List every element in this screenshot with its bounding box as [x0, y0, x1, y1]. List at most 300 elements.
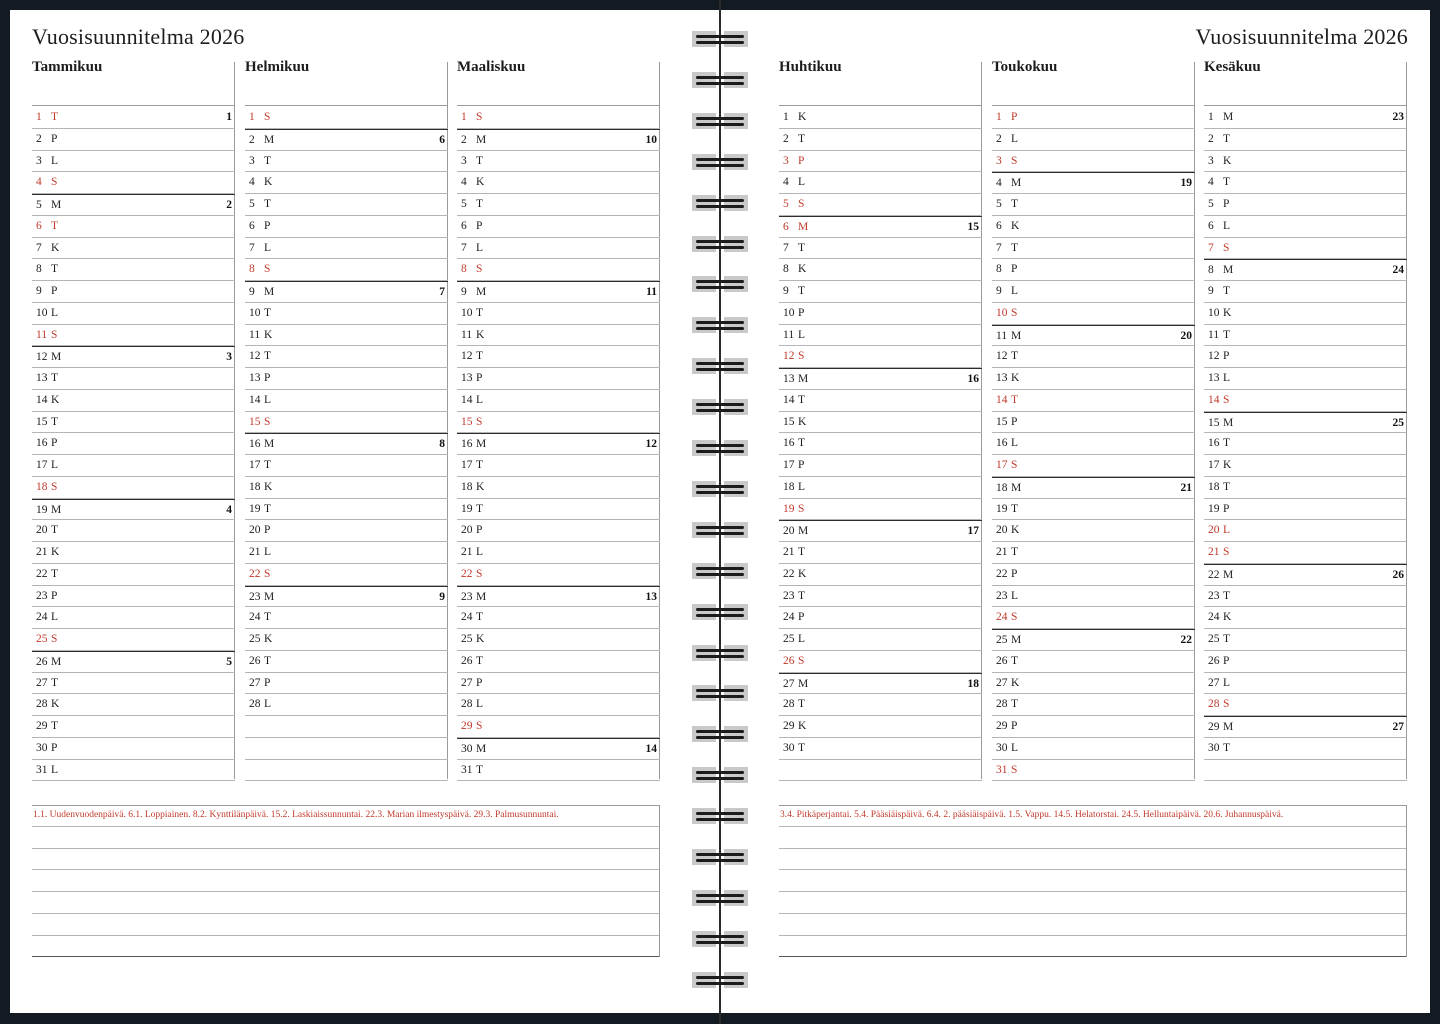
weekday-letter: P [264, 676, 271, 689]
day-row[interactable] [992, 716, 1195, 738]
day-row[interactable] [32, 651, 235, 673]
weekday-letter: P [1011, 415, 1018, 428]
weekday-letter: T [264, 154, 272, 167]
day-row[interactable] [1204, 586, 1407, 608]
weekday-letter: S [798, 350, 805, 363]
day-row[interactable] [457, 325, 660, 347]
day-row[interactable] [779, 651, 982, 673]
day-number: 29 [996, 720, 1008, 732]
day-row[interactable] [779, 151, 982, 173]
day-row[interactable] [779, 172, 982, 194]
day-number: 15 [461, 415, 473, 428]
weekday-letter: S [1223, 546, 1230, 558]
day-row[interactable] [779, 760, 982, 782]
weekday-letter: T [51, 524, 59, 537]
day-number: 20 [783, 525, 795, 538]
day-row[interactable] [1204, 651, 1407, 673]
day-row[interactable] [992, 281, 1195, 303]
day-row[interactable] [779, 673, 982, 695]
day-number: 16 [461, 438, 473, 451]
note-line[interactable] [779, 914, 1407, 936]
day-row[interactable] [32, 629, 235, 651]
weekday-letter: M [51, 351, 62, 364]
day-row[interactable] [32, 499, 235, 521]
day-number: 19 [461, 502, 473, 515]
weekday-letter: T [798, 741, 806, 754]
day-row[interactable] [245, 346, 448, 368]
day-row[interactable] [779, 216, 982, 238]
weekday-letter: T [798, 285, 806, 297]
day-row[interactable] [457, 564, 660, 586]
day-number: 26 [783, 654, 795, 667]
day-number: 16 [249, 438, 261, 451]
day-row[interactable] [992, 412, 1195, 434]
day-row[interactable] [1204, 325, 1407, 347]
day-row[interactable] [245, 607, 448, 629]
day-row[interactable] [457, 281, 660, 303]
day-row[interactable] [779, 368, 982, 390]
day-number: 30 [996, 741, 1008, 754]
day-row[interactable] [245, 107, 448, 129]
week-number: 2 [226, 199, 232, 211]
weekday-letter: L [476, 546, 484, 558]
day-number: 8 [1208, 264, 1214, 277]
day-row[interactable] [32, 129, 235, 151]
day-row[interactable] [1204, 542, 1407, 564]
day-row[interactable] [245, 129, 448, 151]
weekday-letter: P [51, 589, 58, 602]
day-row[interactable] [457, 716, 660, 738]
day-row[interactable] [992, 694, 1195, 716]
day-row[interactable] [992, 586, 1195, 608]
day-number: 15 [36, 415, 48, 428]
week-number: 26 [1392, 568, 1404, 581]
weekday-letter: L [264, 698, 272, 711]
day-row[interactable] [457, 586, 660, 608]
day-row[interactable] [779, 499, 982, 521]
day-row[interactable] [32, 607, 235, 629]
day-row[interactable] [1204, 738, 1407, 760]
day-row[interactable] [457, 346, 660, 368]
day-row[interactable] [779, 303, 982, 325]
day-row[interactable] [32, 694, 235, 716]
day-row[interactable] [1204, 694, 1407, 716]
day-number: 22 [1208, 568, 1220, 581]
day-row[interactable] [32, 325, 235, 347]
day-row[interactable] [992, 477, 1195, 499]
day-row[interactable] [457, 194, 660, 216]
weekday-letter: L [798, 328, 806, 341]
weekday-letter: T [476, 763, 484, 776]
day-row[interactable] [1204, 346, 1407, 368]
day-row[interactable] [457, 129, 660, 151]
weekday-letter: M [264, 438, 275, 451]
day-row[interactable] [992, 607, 1195, 629]
day-row[interactable] [457, 499, 660, 521]
day-row[interactable] [457, 607, 660, 629]
day-row[interactable] [992, 172, 1195, 194]
day-row[interactable] [245, 390, 448, 412]
day-row[interactable] [245, 216, 448, 238]
day-row[interactable] [1204, 238, 1407, 260]
weekday-letter: T [51, 720, 59, 732]
weekday-letter: S [476, 111, 483, 123]
day-number: 27 [996, 676, 1008, 689]
day-row[interactable] [992, 564, 1195, 586]
day-row[interactable] [457, 303, 660, 325]
day-row[interactable] [992, 760, 1195, 782]
weekday-letter: P [798, 611, 805, 624]
day-row[interactable] [32, 412, 235, 434]
day-row[interactable] [1204, 477, 1407, 499]
day-row[interactable] [457, 368, 660, 390]
weekday-letter: T [798, 241, 806, 254]
day-row[interactable] [457, 216, 660, 238]
day-row[interactable] [1204, 716, 1407, 738]
day-row[interactable] [1204, 412, 1407, 434]
day-row[interactable] [992, 499, 1195, 521]
day-row[interactable] [245, 238, 448, 260]
day-row[interactable] [245, 325, 448, 347]
weekday-letter: M [264, 590, 275, 603]
day-row[interactable] [32, 390, 235, 412]
day-row[interactable] [32, 564, 235, 586]
day-row[interactable] [779, 107, 982, 129]
note-line[interactable] [779, 936, 1407, 958]
day-row[interactable] [245, 694, 448, 716]
day-number: 18 [36, 480, 48, 493]
day-row[interactable] [992, 455, 1195, 477]
weekday-letter: K [476, 480, 485, 493]
day-number: 21 [249, 546, 261, 558]
day-number: 27 [1208, 676, 1220, 689]
day-row[interactable] [32, 172, 235, 194]
day-row[interactable] [245, 303, 448, 325]
day-number: 11 [1208, 328, 1220, 341]
day-number: 17 [461, 459, 473, 471]
day-number: 19 [996, 502, 1008, 515]
day-row[interactable] [1204, 281, 1407, 303]
day-row[interactable] [245, 629, 448, 651]
binding-ring-icon [692, 930, 748, 948]
day-row[interactable] [245, 455, 448, 477]
day-row[interactable] [245, 760, 448, 782]
note-line[interactable] [32, 936, 660, 958]
weekday-letter: P [798, 459, 805, 471]
day-row[interactable] [1204, 607, 1407, 629]
day-row[interactable] [992, 216, 1195, 238]
day-row[interactable] [779, 194, 982, 216]
day-row[interactable] [1204, 368, 1407, 390]
day-number: 1 [1208, 111, 1214, 123]
day-row[interactable] [992, 259, 1195, 281]
day-number: 12 [996, 350, 1008, 363]
weekday-letter: K [51, 546, 60, 558]
note-line[interactable] [32, 870, 660, 892]
day-row[interactable] [32, 738, 235, 760]
day-number: 10 [996, 306, 1008, 319]
day-row[interactable] [779, 281, 982, 303]
day-row[interactable] [245, 520, 448, 542]
day-number: 7 [461, 241, 467, 254]
weekday-letter: S [51, 176, 58, 189]
day-row[interactable] [32, 151, 235, 173]
day-row[interactable] [32, 107, 235, 129]
day-row[interactable] [992, 520, 1195, 542]
day-row[interactable] [245, 542, 448, 564]
day-row[interactable] [1204, 303, 1407, 325]
day-row[interactable] [779, 259, 982, 281]
weekday-letter: T [51, 263, 59, 276]
day-row[interactable] [245, 412, 448, 434]
day-row[interactable] [32, 542, 235, 564]
day-row[interactable] [457, 520, 660, 542]
day-row[interactable] [1204, 216, 1407, 238]
day-row[interactable] [457, 172, 660, 194]
day-row[interactable] [457, 455, 660, 477]
day-row[interactable] [1204, 760, 1407, 782]
weekday-letter: S [1011, 154, 1018, 167]
weekday-letter: L [51, 459, 59, 471]
note-line[interactable] [779, 827, 1407, 849]
day-number: 16 [36, 437, 48, 450]
day-row[interactable] [457, 542, 660, 564]
day-row[interactable] [779, 738, 982, 760]
week-number: 9 [439, 590, 445, 603]
day-row[interactable] [1204, 673, 1407, 695]
day-row[interactable] [32, 760, 235, 782]
day-row[interactable] [1204, 499, 1407, 521]
day-number: 15 [783, 415, 795, 428]
weekday-letter: P [1223, 654, 1230, 667]
day-row[interactable] [992, 238, 1195, 260]
day-row[interactable] [32, 216, 235, 238]
day-row[interactable] [245, 259, 448, 281]
day-number: 4 [461, 176, 467, 189]
day-row[interactable] [32, 303, 235, 325]
day-row[interactable] [32, 716, 235, 738]
day-row[interactable] [992, 542, 1195, 564]
day-row[interactable] [32, 194, 235, 216]
day-row[interactable] [457, 259, 660, 281]
note-line[interactable] [779, 870, 1407, 892]
day-number: 13 [249, 372, 261, 384]
day-row[interactable] [1204, 172, 1407, 194]
day-number: 5 [36, 199, 42, 211]
day-row[interactable] [992, 325, 1195, 347]
day-row[interactable] [245, 738, 448, 760]
weekday-letter: T [1223, 328, 1231, 341]
day-row[interactable] [245, 477, 448, 499]
day-number: 28 [1208, 698, 1220, 711]
month-column [1204, 58, 1407, 781]
day-row[interactable] [32, 455, 235, 477]
weekday-letter: M [1011, 329, 1022, 342]
month-column [992, 58, 1195, 781]
day-row[interactable] [1204, 194, 1407, 216]
weekday-letter: P [476, 524, 483, 537]
day-row[interactable] [779, 433, 982, 455]
day-row[interactable] [32, 368, 235, 390]
day-row[interactable] [245, 586, 448, 608]
binding-ring-icon [692, 684, 748, 702]
day-number: 5 [783, 198, 789, 210]
day-row[interactable] [779, 629, 982, 651]
weekday-letter: L [1223, 372, 1231, 384]
day-number: 1 [461, 111, 467, 123]
note-line[interactable] [32, 892, 660, 914]
day-row[interactable] [457, 433, 660, 455]
day-row[interactable] [457, 390, 660, 412]
day-row[interactable] [457, 477, 660, 499]
day-number: 14 [1208, 393, 1220, 406]
day-row[interactable] [32, 673, 235, 695]
day-row[interactable] [245, 651, 448, 673]
weekday-letter: P [51, 132, 58, 145]
binding-ring-icon [692, 71, 748, 89]
day-row[interactable] [779, 542, 982, 564]
day-number: 9 [249, 286, 255, 298]
day-number: 29 [1208, 721, 1220, 733]
day-row[interactable] [457, 238, 660, 260]
day-row[interactable] [779, 607, 982, 629]
day-row[interactable] [1204, 564, 1407, 586]
day-row[interactable] [32, 281, 235, 303]
day-number: 18 [249, 480, 261, 493]
weekday-letter: L [476, 698, 484, 711]
day-row[interactable] [457, 694, 660, 716]
day-row[interactable] [245, 433, 448, 455]
day-row[interactable] [779, 716, 982, 738]
note-line[interactable] [779, 892, 1407, 914]
day-row[interactable] [245, 673, 448, 695]
day-number: 16 [996, 437, 1008, 450]
day-row[interactable] [779, 694, 982, 716]
day-number: 11 [249, 328, 261, 341]
day-row[interactable] [32, 586, 235, 608]
day-row[interactable] [245, 194, 448, 216]
day-number: 18 [1208, 480, 1220, 493]
day-number: 15 [1208, 416, 1220, 429]
day-row[interactable] [457, 412, 660, 434]
day-row[interactable] [992, 651, 1195, 673]
day-row[interactable] [32, 433, 235, 455]
day-row[interactable] [1204, 520, 1407, 542]
day-row[interactable] [245, 172, 448, 194]
note-line[interactable] [779, 849, 1407, 871]
day-row[interactable] [245, 499, 448, 521]
day-row[interactable] [457, 107, 660, 129]
day-row[interactable] [992, 129, 1195, 151]
day-row[interactable] [1204, 390, 1407, 412]
weekday-letter: T [476, 154, 484, 167]
day-number: 29 [36, 720, 48, 732]
day-row[interactable] [457, 738, 660, 760]
day-row[interactable] [32, 346, 235, 368]
weekday-letter: K [51, 241, 60, 254]
day-number: 27 [461, 676, 473, 689]
day-number: 22 [461, 567, 473, 580]
day-number: 16 [1208, 437, 1220, 450]
day-row[interactable] [1204, 433, 1407, 455]
day-row[interactable] [32, 477, 235, 499]
day-row[interactable] [1204, 259, 1407, 281]
day-row[interactable] [992, 390, 1195, 412]
week-number: 17 [967, 525, 979, 538]
day-row[interactable] [1204, 629, 1407, 651]
day-row[interactable] [457, 651, 660, 673]
weekday-letter: P [476, 372, 483, 384]
day-row[interactable] [245, 151, 448, 173]
day-row[interactable] [245, 716, 448, 738]
day-row[interactable] [992, 194, 1195, 216]
day-row[interactable] [32, 238, 235, 260]
day-row[interactable] [992, 368, 1195, 390]
day-row[interactable] [457, 151, 660, 173]
day-row[interactable] [779, 477, 982, 499]
day-row[interactable] [992, 673, 1195, 695]
day-number: 22 [783, 567, 795, 580]
day-row[interactable] [457, 673, 660, 695]
day-row[interactable] [992, 346, 1195, 368]
day-row[interactable] [779, 238, 982, 260]
day-row[interactable] [992, 629, 1195, 651]
day-row[interactable] [457, 629, 660, 651]
day-row[interactable] [1204, 129, 1407, 151]
weekday-letter: T [51, 415, 59, 428]
day-row[interactable] [779, 129, 982, 151]
weekday-letter: P [476, 219, 483, 232]
day-row[interactable] [779, 586, 982, 608]
day-row[interactable] [992, 738, 1195, 760]
day-row[interactable] [779, 564, 982, 586]
day-row[interactable] [779, 412, 982, 434]
day-row[interactable] [992, 151, 1195, 173]
day-row[interactable] [32, 259, 235, 281]
week-number: 10 [645, 133, 657, 146]
day-row[interactable] [1204, 107, 1407, 129]
day-row[interactable] [779, 390, 982, 412]
week-number: 6 [439, 133, 445, 146]
note-line[interactable] [32, 827, 660, 849]
day-row[interactable] [992, 303, 1195, 325]
day-number: 23 [36, 589, 48, 602]
day-row[interactable] [779, 455, 982, 477]
day-row[interactable] [992, 433, 1195, 455]
day-row[interactable] [245, 368, 448, 390]
note-line[interactable] [32, 914, 660, 936]
day-number: 3 [461, 154, 467, 167]
day-row[interactable] [245, 564, 448, 586]
day-row[interactable] [779, 520, 982, 542]
day-row[interactable] [457, 760, 660, 782]
day-row[interactable] [992, 107, 1195, 129]
day-row[interactable] [245, 281, 448, 303]
day-row[interactable] [1204, 151, 1407, 173]
binding-ring-icon [692, 316, 748, 334]
day-row[interactable] [779, 346, 982, 368]
note-line[interactable] [32, 849, 660, 871]
weekday-letter: T [264, 654, 272, 667]
day-number: 21 [1208, 546, 1220, 558]
day-row[interactable] [32, 520, 235, 542]
weekday-letter: S [51, 633, 58, 645]
day-number: 23 [783, 589, 795, 602]
weekday-letter: M [476, 133, 487, 146]
day-row[interactable] [1204, 455, 1407, 477]
weekday-letter: P [1011, 720, 1018, 732]
day-row[interactable] [779, 325, 982, 347]
